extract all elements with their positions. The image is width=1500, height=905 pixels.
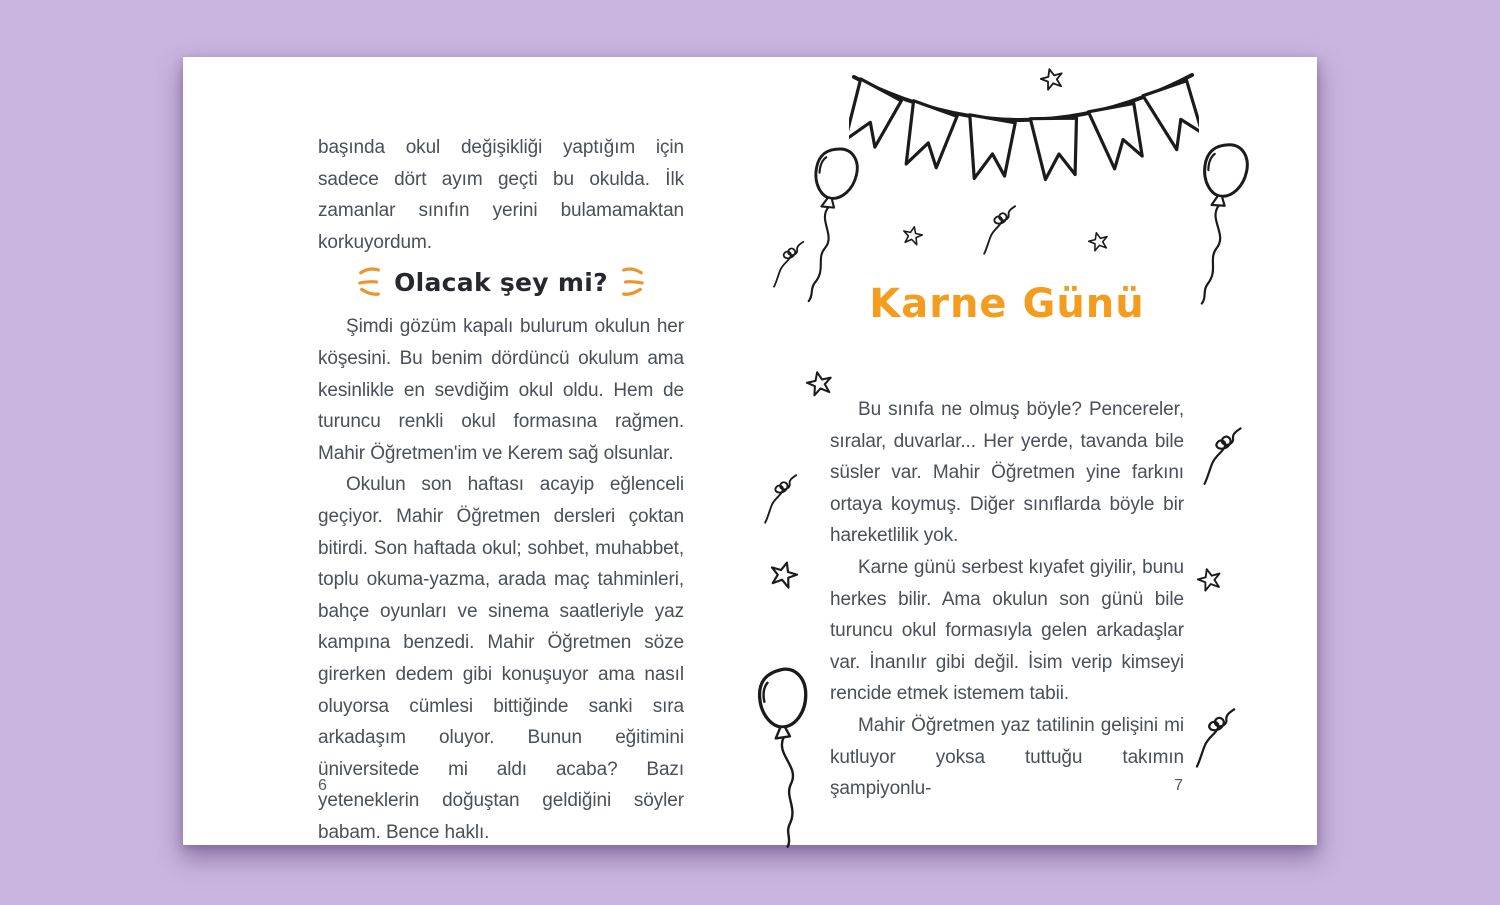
streamer-icon [1193, 705, 1239, 783]
bunting-banner-icon [849, 65, 1199, 205]
streamer-icon [772, 233, 806, 305]
left-page-text-column [318, 132, 684, 848]
section-heading-row [318, 261, 684, 303]
star-icon [900, 223, 925, 248]
chapter-title: Karne Günü [869, 281, 1145, 327]
streamer-icon [982, 197, 1018, 273]
star-icon [1086, 229, 1111, 254]
right-page [750, 57, 1317, 845]
page-number-left: 6 [318, 777, 327, 794]
right-page-text-column [830, 394, 1184, 805]
paragraph: Bu sınıfa ne olmuş böyle? Pencereler, sıralar, duvarlar... Her yerde, tavanda bile süsler var. Mahir Öğretmen yine farkını ortaya koymuş. Diğer sınıflarda böyle bir hareketlilik yok. [830, 399, 1184, 547]
section-heading: Olacak şey mi? [394, 267, 608, 297]
balloon-icon [748, 662, 827, 853]
star-icon [766, 557, 802, 593]
book-spread [183, 57, 1317, 845]
page-number-right: 7 [1174, 777, 1183, 794]
streamer-icon [763, 467, 799, 541]
star-icon [1194, 564, 1225, 595]
paragraph: Şimdi gözüm kapalı bulurum okulun her köşesini. Bu benim dördüncü okulum ama kesinlikle en sevdiğim okul oldu. Hem de turuncu renkli okul formasına rağmen. Mahir Öğretmen'im ve Kerem sağ olsunlar. [318, 316, 684, 464]
emphasis-dashes-icon [358, 263, 382, 301]
emphasis-dashes-icon [620, 263, 644, 301]
streamer-icon [1202, 423, 1244, 501]
paragraph: Mahir Öğretmen yaz tatilinin gelişini mi kutluyor yoksa tuttuğu takımın şampiyonlu- [830, 714, 1184, 800]
left-page [183, 57, 750, 845]
paragraph: Okulun son haftası acayip eğlenceli geçiyor. Mahir Öğretmen dersleri çoktan bitirdi. Son haftada okul; sohbet, muhabbet, toplu okuma-yazma, arada maç tahminleri, bahçe oyunları ve sinema saatleriyle yaz kampına benzedi. Mahir Öğretmen söze girerken dedem gibi konuşuyor ama nasıl oluyorsa cümlesi bittiğinde sanki sıra arkadaşım oluyor. Bunun eğitimini üniversitede mi aldı acaba? Bazı yeteneklerin doğuştan geldiğini söyler babam. Bence haklı. [318, 474, 684, 843]
paragraph: Karne günü serbest kıyafet giyilir, bunu herkes bilir. Ama okulun son günü bile turuncu okul formasıyla gelen arkadaşlar var. İnanılır gibi değil. İsim verip kimseyi rencide etmek istemem tabii. [830, 556, 1184, 705]
paragraph: başında okul değişikliği yaptığım için sadece dört ayım geçti bu okulda. İlk zamanlar sınıfın yerini bulamamaktan korkuyordum. [318, 137, 684, 253]
